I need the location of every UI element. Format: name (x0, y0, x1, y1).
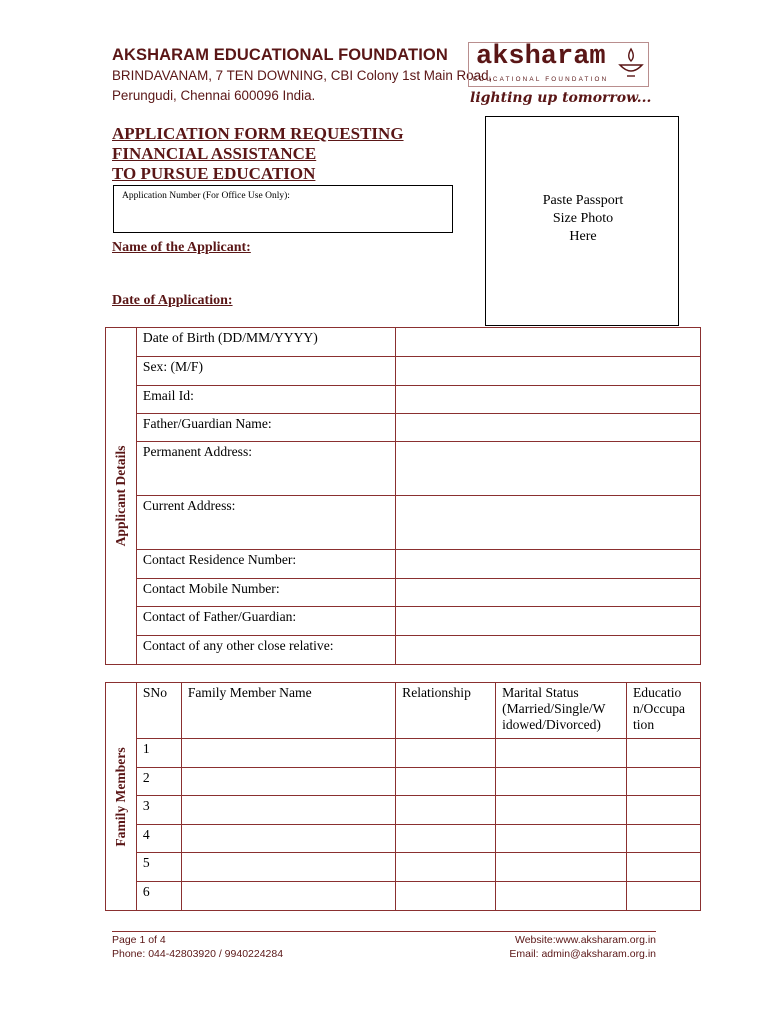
date-of-birth-input[interactable] (395, 328, 700, 357)
footer-email-link[interactable]: Email: admin@aksharam.org.in (509, 948, 656, 960)
org-address-line2: Perungudi, Chennai 600096 India. (112, 88, 316, 103)
photo-text-line2: Size Photo (552, 211, 614, 226)
row-number: 4 (136, 825, 181, 853)
footer-phone: Phone: 044-42803920 / 9940224284 (112, 948, 284, 960)
field-label: Email Id: (136, 386, 395, 414)
application-date-label: Date of Application: (112, 293, 233, 308)
relationship-cell[interactable] (396, 853, 496, 882)
page-number: Page 1 of 4 (112, 934, 166, 946)
applicant-details-section-label: Applicant Details (112, 445, 128, 547)
form-title-line3: TO PURSUE EDUCATION (112, 164, 316, 183)
row-number: 1 (136, 739, 181, 768)
father-guardian-name-input[interactable] (395, 414, 700, 442)
photo-text-line3: Here (569, 229, 597, 244)
column-header: Family Member Name (181, 683, 395, 739)
column-header: Relationship (396, 683, 496, 739)
aksharam-logo (468, 42, 649, 87)
table-row (106, 796, 701, 825)
member-name-cell[interactable] (181, 825, 395, 853)
marital-status-cell[interactable] (496, 768, 627, 796)
relationship-cell[interactable] (396, 739, 496, 768)
marital-status-cell[interactable] (496, 739, 627, 768)
relative-contact-input[interactable] (395, 636, 700, 665)
member-name-cell[interactable] (181, 768, 395, 796)
field-label: Father/Guardian Name: (136, 414, 395, 442)
education-cell[interactable] (626, 853, 700, 882)
table-row (106, 739, 701, 768)
field-label: Permanent Address: (136, 442, 395, 496)
education-cell[interactable] (626, 882, 700, 911)
org-address-line1: BRINDAVANAM, 7 TEN DOWNING, CBI Colony 1st Main Road, (112, 68, 493, 83)
row-number: 6 (136, 882, 181, 911)
relationship-cell[interactable] (396, 796, 496, 825)
column-header: Marital Status (Married/Single/W idowed/Divorced) (496, 683, 627, 739)
application-number-box[interactable] (113, 185, 453, 233)
org-name: AKSHARAM EDUCATIONAL FOUNDATION (112, 46, 448, 64)
logo-wordmark: aksharam (476, 42, 606, 72)
applicant-details-table (105, 327, 701, 665)
row-number: 3 (136, 796, 181, 825)
field-label: Contact Mobile Number: (136, 579, 395, 607)
residence-number-input[interactable] (395, 550, 700, 579)
mobile-number-input[interactable] (395, 579, 700, 607)
table-row (106, 882, 701, 911)
table-row (106, 853, 701, 882)
education-cell[interactable] (626, 739, 700, 768)
table-row (106, 768, 701, 796)
family-members-section (106, 683, 137, 911)
passport-photo-box[interactable] (485, 116, 679, 326)
field-label: Current Address: (136, 496, 395, 550)
email-input[interactable] (395, 386, 700, 414)
member-name-cell[interactable] (181, 882, 395, 911)
marital-status-cell[interactable] (496, 882, 627, 911)
table-row (106, 825, 701, 853)
column-header: Educatio n/Occupa tion (626, 683, 700, 739)
applicant-name-label: Name of the Applicant: (112, 240, 251, 255)
field-label: Date of Birth (DD/MM/YYYY) (136, 328, 395, 357)
member-name-cell[interactable] (181, 853, 395, 882)
marital-status-cell[interactable] (496, 853, 627, 882)
lamp-icon (618, 47, 644, 81)
education-cell[interactable] (626, 768, 700, 796)
field-label: Contact of Father/Guardian: (136, 607, 395, 636)
relationship-cell[interactable] (396, 768, 496, 796)
sex-input[interactable] (395, 357, 700, 386)
row-number: 2 (136, 768, 181, 796)
current-address-input[interactable] (395, 496, 700, 550)
member-name-cell[interactable] (181, 739, 395, 768)
field-label: Contact of any other close relative: (136, 636, 395, 665)
footer-website-link[interactable]: Website:www.aksharam.org.in (514, 934, 656, 946)
logo-subtitle: EDUCATIONAL FOUNDATION (473, 76, 609, 83)
education-cell[interactable] (626, 825, 700, 853)
form-title-line2: FINANCIAL ASSISTANCE (112, 144, 317, 163)
field-label: Sex: (M/F) (136, 357, 395, 386)
footer-divider (112, 931, 656, 932)
form-title-line1: APPLICATION FORM REQUESTING (112, 124, 404, 143)
marital-status-cell[interactable] (496, 796, 627, 825)
education-cell[interactable] (626, 796, 700, 825)
guardian-contact-input[interactable] (395, 607, 700, 636)
family-members-table (105, 682, 701, 911)
marital-status-cell[interactable] (496, 825, 627, 853)
field-label: Contact Residence Number: (136, 550, 395, 579)
permanent-address-input[interactable] (395, 442, 700, 496)
photo-text-line1: Paste Passport (542, 193, 624, 208)
row-number: 5 (136, 853, 181, 882)
family-members-section-label: Family Members (112, 746, 128, 847)
relationship-cell[interactable] (396, 882, 496, 911)
member-name-cell[interactable] (181, 796, 395, 825)
applicant-details-section (106, 328, 137, 665)
column-header: SNo (136, 683, 181, 739)
relationship-cell[interactable] (396, 825, 496, 853)
logo-tagline: lighting up tomorrow... (470, 90, 652, 106)
application-number-label: Application Number (For Office Use Only): (122, 191, 290, 201)
